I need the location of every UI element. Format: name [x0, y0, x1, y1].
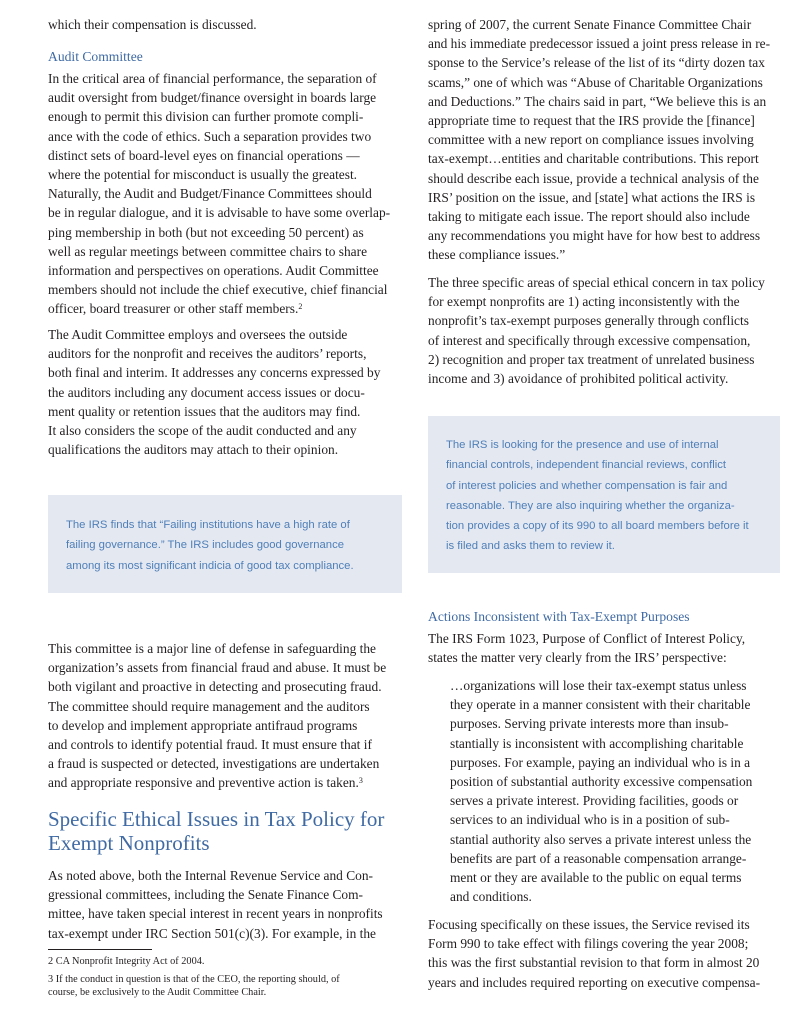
- heading-line: Exempt Nonprofits: [48, 831, 210, 855]
- text-line: This committee is a major line of defense in safeguarding the: [48, 641, 376, 656]
- text-line: The three specific areas of special ethical concern in tax policy: [428, 275, 765, 290]
- quote-line: services to an individual who is in a position of sub-: [450, 812, 730, 828]
- audit-paragraph-3: [48, 639, 400, 793]
- text-line: the auditors including any document access issues or docu-: [48, 384, 365, 400]
- footnote-ref: 2: [298, 302, 303, 312]
- text-line: gressional committees, including the Senate Finance Com-: [48, 887, 363, 903]
- quote-line: benefits are part of a reasonable compensation arrange-: [450, 850, 747, 866]
- text-line: taking to mitigate each issue. The report should also include: [428, 209, 750, 225]
- text-span: and appropriate responsive and preventive action is taken.: [48, 775, 359, 791]
- right-paragraph-2: [428, 273, 780, 388]
- quote-line: and conditions.: [450, 889, 532, 905]
- text-line: qualifications the auditors may attach to their opinion.: [48, 442, 339, 458]
- footnote-ref: 3: [358, 776, 363, 786]
- audit-committee-heading: Audit Committee: [48, 49, 143, 64]
- text-line: to develop and implement appropriate antifraud programs: [48, 717, 358, 733]
- audit-paragraph-2: [48, 325, 400, 459]
- footnote: course, be exclusively to the Audit Committee Chair.: [48, 987, 267, 999]
- footnote: 2 CA Nonprofit Integrity Act of 2004.: [48, 956, 205, 967]
- footnotes: [48, 955, 400, 1000]
- text-line: scams,” one of which was “Abuse of Charitable Organizations: [428, 74, 763, 90]
- text-line: enough to permit this division can further promote compli-: [48, 109, 364, 125]
- text-line: IRS’ position on the issue, and [state] what actions the IRS is: [428, 189, 756, 205]
- text-line: The Audit Committee employs and oversees the outside: [48, 327, 348, 342]
- text-line: mittee, have taken special interest in recent years in nonprofits: [48, 906, 383, 922]
- callout-line: among its most significant indicia of good tax compliance.: [66, 559, 354, 572]
- irs-callout-right: [428, 416, 780, 573]
- footnote-divider: [48, 949, 152, 950]
- text-line: states the matter very clearly from the IRS’ perspective:: [428, 650, 727, 666]
- text-line: nonprofit’s tax-exempt purposes generally through conflicts: [428, 313, 749, 329]
- text-line: [48, 773, 400, 792]
- text-line: ance with the code of ethics. Such a separation provides two: [48, 128, 372, 144]
- text-line: where the potential for misconduct is usually the greatest.: [48, 167, 358, 183]
- text-line: In the critical area of financial performance, the separation of: [48, 71, 377, 86]
- text-line: It also considers the scope of the audit conducted and any: [48, 423, 357, 439]
- text-line: tax-exempt under IRC Section 501(c)(3). For example, in the: [48, 925, 376, 941]
- quote-line: ment or they are available to the public on equal terms: [450, 870, 742, 886]
- text-line: be in regular dialogue, and it is advisable to have some overlap-: [48, 205, 391, 221]
- quote-line: serves a private interest. Providing facilities, goods or: [450, 793, 739, 809]
- text-line: both final and interim. It addresses any concerns expressed by: [48, 365, 381, 381]
- text-line: committee with a new report on compliance issues involving: [428, 132, 754, 148]
- callout-line: tion provides a copy of its 990 to all board members before it: [446, 520, 749, 533]
- text-line: spring of 2007, the current Senate Finance Committee Chair: [428, 17, 752, 32]
- text-line: audit oversight from budget/finance oversight in boards large: [48, 90, 377, 106]
- text-line: this was the first substantial revision to that form in almost 20: [428, 955, 760, 971]
- text-line: a fraud is suspected or detected, investigations are undertaken: [48, 756, 380, 772]
- quote-line: they operate in a manner consistent with their charitable: [450, 697, 751, 713]
- right-paragraph-3: [428, 629, 780, 667]
- text-line: of interest and specifically through excessive compensation,: [428, 332, 751, 348]
- callout-line: financial controls, independent financial reviews, conflict: [446, 459, 727, 472]
- text-line: any recommendations you might have for how best to address: [428, 228, 761, 244]
- right-paragraph-1: [428, 15, 780, 265]
- text-line: years and includes required reporting on executive compensa-: [428, 974, 761, 990]
- text-line: and Deductions.” The chairs said in part, “We believe this is an: [428, 93, 767, 109]
- audit-paragraph-1: [48, 69, 400, 319]
- callout-line: failing governance.” The IRS includes good governance: [66, 539, 344, 552]
- text-line: The committee should require management and the auditors: [48, 698, 370, 714]
- text-line: auditors for the nonprofit and receives the auditors’ reports,: [48, 346, 367, 362]
- text-span: officer, board treasurer or other staff members.: [48, 301, 299, 317]
- text-line: [48, 299, 400, 318]
- text-line: should describe each issue, provide a technical analysis of the: [428, 170, 759, 186]
- text-line: ping membership in both (but not exceeding 50 percent) as: [48, 224, 364, 240]
- section-heading: [48, 807, 400, 855]
- text-line: members should not include the chief executive, chief financial: [48, 282, 388, 298]
- text-line: tax-exempt…entities and charitable contributions. This report: [428, 151, 759, 167]
- text-line: Form 990 to take effect with filings covering the year 2008;: [428, 936, 749, 952]
- callout-line: of interest policies and whether compensation is fair and: [446, 479, 728, 492]
- quote-line: position of substantial authority excessive compensation: [450, 774, 753, 790]
- right-paragraph-4: [428, 915, 780, 992]
- intro-tail-text: which their compensation is discussed.: [48, 17, 257, 32]
- heading-line: Specific Ethical Issues in Tax Policy for: [48, 807, 385, 831]
- section-paragraph-1: [48, 866, 400, 943]
- text-line: these compliance issues.”: [428, 247, 566, 263]
- text-line: appropriate time to request that the IRS provide the [finance]: [428, 113, 755, 129]
- text-line: The IRS Form 1023, Purpose of Conflict of Interest Policy,: [428, 631, 746, 646]
- irs-callout-left: [48, 495, 402, 593]
- callout-line: The IRS finds that “Failing institutions have a high rate of: [66, 519, 350, 531]
- text-line: ment quality or retention issues that the auditors may find.: [48, 403, 361, 419]
- quote-line: stantially is inconsistent with accomplishing charitable: [450, 735, 744, 751]
- actions-heading: Actions Inconsistent with Tax-Exempt Purposes: [428, 609, 690, 624]
- footnote: 3 If the conduct in question is that of the CEO, the reporting should, of: [48, 973, 340, 985]
- quote-line: stantial authority also serves a private interest unless the: [450, 831, 752, 847]
- text-line: As noted above, both the Internal Revenue Service and Con-: [48, 868, 373, 883]
- text-line: for exempt nonprofits are 1) acting inconsistently with the: [428, 294, 740, 310]
- text-line: information and perspectives on operations. Audit Committee: [48, 263, 379, 279]
- quote-line: purposes. For example, paying an individual who is in a: [450, 754, 751, 770]
- quote-line: …organizations will lose their tax-exempt status unless: [450, 678, 747, 693]
- callout-line: The IRS is looking for the presence and use of internal: [446, 439, 719, 451]
- text-line: both vigilant and proactive in detecting and prosecuting fraud.: [48, 679, 382, 695]
- text-line: well as regular meetings between committee chairs to share: [48, 243, 368, 259]
- text-line: sponse to the Service’s release of the list of its “dirty dozen tax: [428, 55, 765, 71]
- text-line: and his immediate predecessor issued a joint press release in re-: [428, 36, 771, 52]
- text-line: organization’s assets from financial fraud and abuse. It must be: [48, 660, 387, 676]
- text-line: income and 3) avoidance of prohibited political activity.: [428, 371, 729, 387]
- text-line: Focusing specifically on these issues, the Service revised its: [428, 917, 750, 932]
- form-1023-quote: [428, 676, 780, 906]
- callout-line: is filed and asks them to review it.: [446, 540, 615, 553]
- text-line: 2) recognition and proper tax treatment of unrelated business: [428, 351, 755, 367]
- text-line: and controls to identify potential fraud. It must ensure that if: [48, 737, 372, 753]
- text-line: distinct sets of board-level eyes on financial operations —: [48, 147, 360, 163]
- callout-line: reasonable. They are also inquiring whether the organiza-: [446, 499, 735, 512]
- text-line: Naturally, the Audit and Budget/Finance Committees should: [48, 186, 372, 202]
- quote-line: purposes. Serving private interests more than insub-: [450, 716, 729, 732]
